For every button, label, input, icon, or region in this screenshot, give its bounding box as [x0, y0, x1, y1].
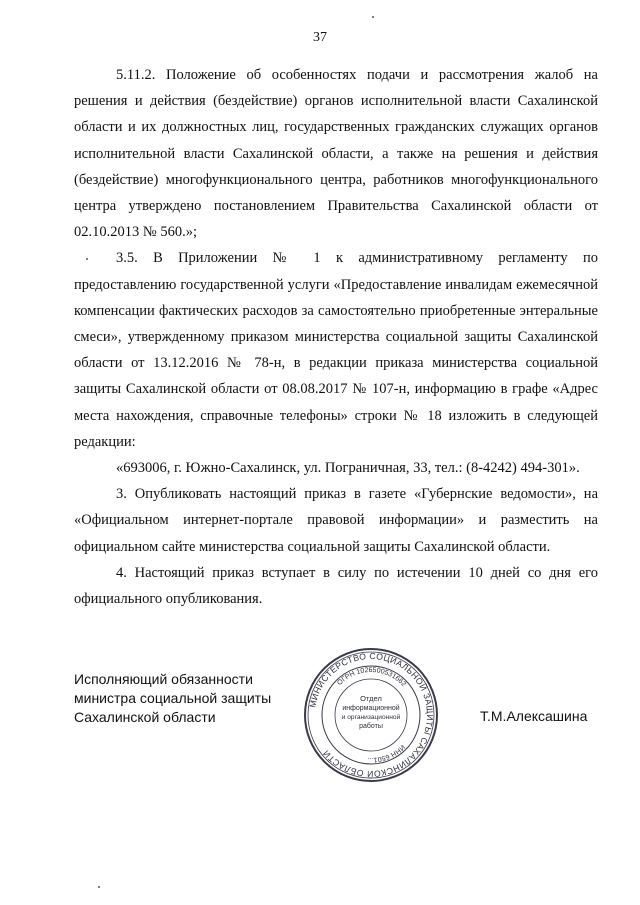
scan-speck — [98, 886, 100, 888]
paragraph-3-5: 3.5. В Приложении № 1 к административному регламенту по предоставлению государственной услуги «Предоставление инвалидам ежемесячной компенсации фактических расходов за самостоятельно приобретенные энтеральные смеси», утвержденному приказом министерства социальной защиты Сахалинской области от 13.12.2016 № 78-н, в редакции приказа министерства социальной защиты Сахалинской области от 08.08.2017 № 107-н, информацию в графе «Адрес места нахождения, справочные телефоны» строки № 18 изложить в следующей редакции: — [74, 250, 598, 450]
official-seal-icon — [302, 646, 440, 784]
paragraph-5-11-2: 5.11.2. Положение об особенностях подачи и рассмотрения жалоб на решения и действия (бездействие) органов исполнительной власти Сахалинской области и их должностных лиц, государственных гражданских служащих органов исполнительной власти Сахалинской области, а также на решения и действия (бездействие) многофункционального центра, работников многофункционального центра утверждено постановлением Правительства Сахалинской области от 02.10.2013 № 560.»; — [74, 67, 598, 241]
signatory-title — [74, 670, 271, 727]
seal-bottom-text: ИНН 6501... — [367, 743, 406, 764]
signatory-name: Т.М.Алексашина — [480, 708, 588, 724]
paragraph-address: «693006, г. Южно-Сахалинск, ул. Пограничная, 33, тел.: (8-4242) 494-301». — [116, 460, 580, 477]
seal-center-line-4: работы — [359, 723, 383, 730]
seal-center-line-3: и организационной — [341, 714, 401, 721]
seal-center-line-2: информационной — [342, 705, 400, 712]
page-number: 37 — [313, 30, 327, 45]
seal-ring-text: МИНИСТЕРСТВО СОЦИАЛЬНОЙ ЗАЩИТЫ САХАЛИНСКОЙ ОБЛАСТИ — [307, 650, 436, 780]
signatory-title-line-3: Сахалинской области — [74, 709, 216, 725]
document-body — [74, 62, 598, 612]
scan-speck — [86, 258, 88, 260]
scan-speck — [372, 16, 374, 18]
signatory-title-line-1: Исполняющий обязанности — [74, 671, 253, 687]
paragraph-3: 3. Опубликовать настоящий приказ в газете «Губернские ведомости», на «Официальном интернет-портале правовой информации» и разместить на официальном сайте министерства социальной защиты Сахалинской области. — [74, 486, 598, 555]
seal-ogrn-text: ОГРН 1026500531662 — [336, 666, 408, 689]
seal-center-line-1: Отдел — [360, 694, 382, 703]
paragraph-4: 4. Настоящий приказ вступает в силу по истечении 10 дней со дня его официального опубликования. — [74, 564, 598, 608]
signatory-title-line-2: министра социальной защиты — [74, 690, 272, 706]
